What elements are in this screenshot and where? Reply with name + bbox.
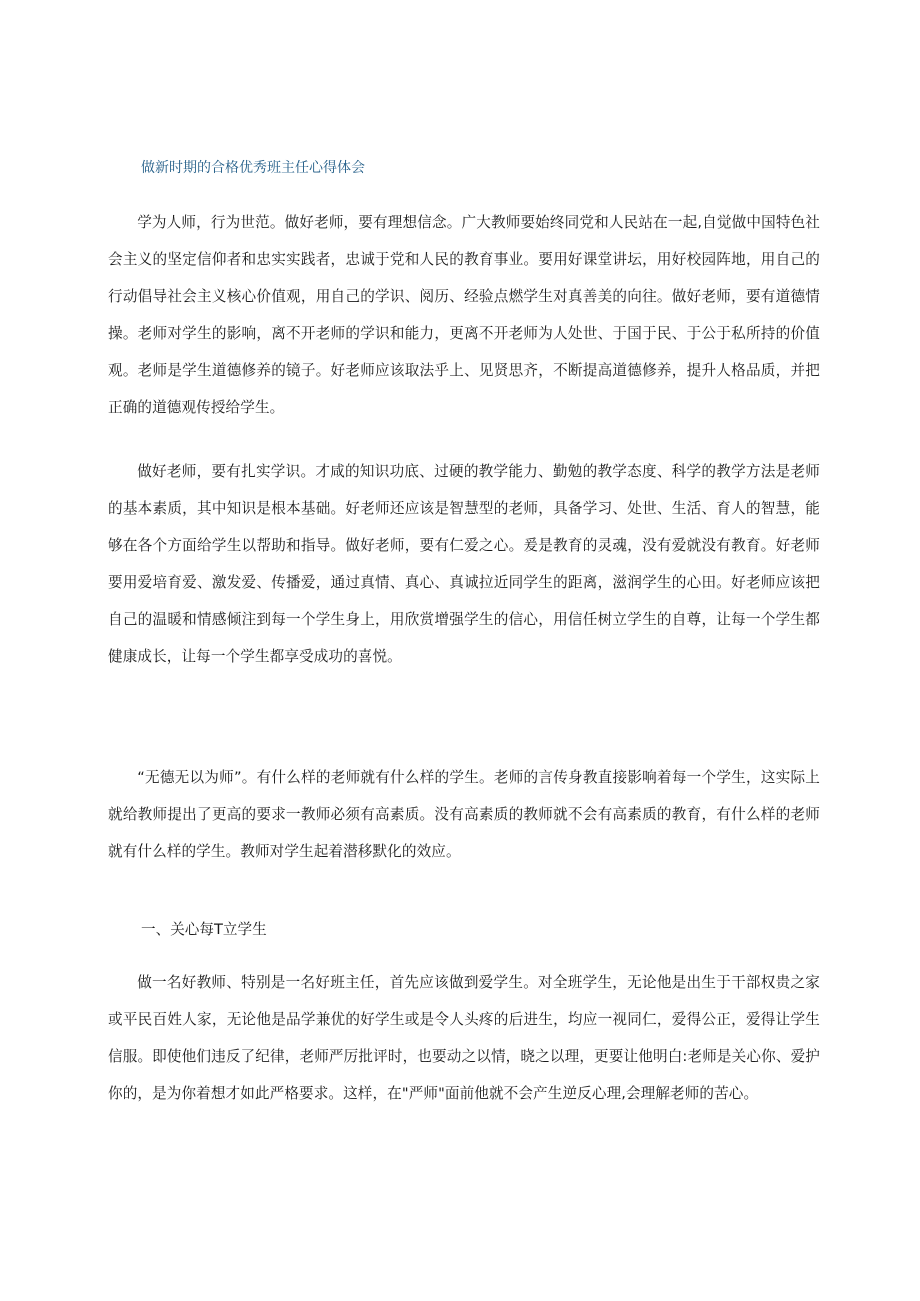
section-heading: 一、关心每T立学生 xyxy=(141,921,267,938)
paragraph-2: 做好老师，要有扎实学识。才咸的知识功底、过硬的教学能力、勤勉的教学态度、科学的教学方法是老师的基本素质，其中知识是根本基础。好老师还应该是智慧型的老师，具备学习、处世、生活、育人的智慧，能够在各个方面给学生以帮助和指导。做好老师，要有仁爱之心。爰是教育的灵魂，没有爱就没有教育。好老师要用爱培育爱、激发爱、传播爱，通过真情、真心、真诚拉近同学生的距离，滋润学生的心田。好老师应该把自己的温暖和情感倾注到每一个学生身上，用欣赏增强学生的信心，用信任树立学生的自尊，让每一个学生都健康成长，让每一个学生都享受成功的喜悦。 xyxy=(108,463,820,665)
paragraph-1: 学为人师，行为世范。做好老师，要有理想信念。广大教师要始终同党和人民站在一起,自觉做中国特色社会主义的坚定信仰者和忠实实践者，忠诚于党和人民的教育事业。要用好课堂讲坛，用好校园阵地，用自己的行动倡导社会主义核心价值观，用自己的学识、阅历、经验点燃学生对真善美的向往。做好老师，要有道德情操。老师对学生的影响，离不开老师的学识和能力，更离不开老师为人处世、于国于民、于公于私所持的价值观。老师是学生道德修养的镜子。好老师应该取法乎上、见贤思齐，不断提高道德修养，提升人格品质，并把正确的道德观传授给学生。 xyxy=(108,214,820,416)
section-paragraph: 做一名好教师、特别是一名好班主任，首先应该做到爱学生。对全班学生，无论他是出生于干部权贵之家或平民百姓人家，无论他是品学兼优的好学生或是令人头疼的后进生，均应一视同仁，爱得公正，爱得让学生信服。即使他们违反了纪律，老师严厉批评时，也要动之以情，晓之以理，更要让他明白:老师是关心你、爱护你的，是为你着想才如此严格要求。这样，在"严师"面前他就不会产生逆反心理,会理解老师的苦心。 xyxy=(108,974,820,1102)
document-title: 做新时期的合格优秀班主任心得体会 xyxy=(141,160,365,176)
paragraph-3: “无德无以为师”。有什么样的老师就有什么样的学生。老师的言传身教直接影响着每一个学生，这实际上就给教师提出了更高的要求一教师必须有高素质。没有高素质的教师就不会有高素质的教育，有什么样的老师就有什么样的学生。教师对学生起着潜移默化的效应。 xyxy=(108,769,820,860)
